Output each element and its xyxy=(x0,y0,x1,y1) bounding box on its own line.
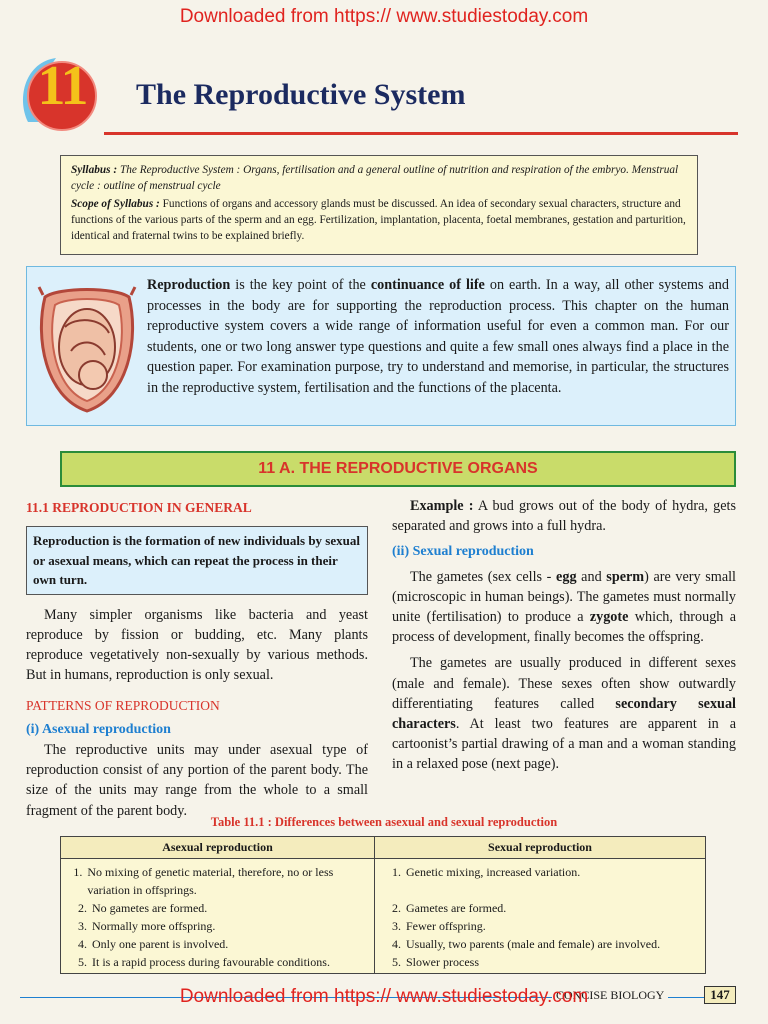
page-title: The Reproductive System xyxy=(136,78,466,111)
table-caption: Table 11.1 : Differences between asexual and sexual reproduction xyxy=(210,815,558,829)
column-header-sexual: Sexual reproduction xyxy=(375,837,706,859)
example-text: A bud grows out of the body of hydra, gets separated and grows into a full hydra. xyxy=(392,498,736,535)
row-number: 3. xyxy=(78,919,87,933)
sexes-text-b: . At least two features are apparent in a cartoonist’s partial drawing of a man and a woman standing in a relaxed pose (next page). xyxy=(392,716,736,773)
term-sperm: sperm xyxy=(606,568,645,585)
table-row xyxy=(61,935,706,953)
intro-box xyxy=(26,266,736,426)
gametes-and: and xyxy=(576,568,607,585)
heading-sexual: (ii) Sexual reproduction xyxy=(392,544,534,560)
table-cell-asexual xyxy=(61,917,375,935)
column-header-asexual: Asexual reproduction xyxy=(61,837,375,859)
intro-paragraph xyxy=(147,275,729,398)
table-cell-sexual xyxy=(375,953,706,974)
row-number: 4. xyxy=(78,937,87,951)
row-number: 5. xyxy=(78,955,87,969)
cell-text: No gametes are formed. xyxy=(92,901,208,915)
row-number: 5. xyxy=(392,955,401,969)
row-number: 1. xyxy=(392,865,401,879)
intro-text-1: is the key point of the xyxy=(230,277,371,293)
example-label: Example : xyxy=(410,498,474,514)
table-row xyxy=(61,953,706,974)
intro-text-2: on earth. In a way, all other systems and processes in the body are for supporting the reproduction process. This chapter on the human reproductive system covers a wide range of information useful for even a common man. For our students, one or two long answer type questions and quite a few small ones always find a place in the question paper. For examination purpose, try to understand and memorise, in particular, the structures in the reproductive system, fertilisation and the functions of the placenta. xyxy=(147,277,729,396)
scope-line xyxy=(71,196,687,244)
paragraph-asexual: The reproductive units may under asexual type of reproduction consist of any portion of the parent body. The size of the units may range from the whole to a small fragment of the parent body. xyxy=(26,741,368,819)
definition-box: Reproduction is the formation of new individuals by sexual or asexual means, which can repeat the process in their own turn. xyxy=(26,526,368,595)
syllabus-line xyxy=(71,162,687,194)
sexes-text-a: The gametes are usually produced in different sexes (male and female). These sexes often show outwardly differentiating features called xyxy=(392,655,736,712)
row-number: 2. xyxy=(392,901,401,915)
row-number: 3. xyxy=(392,919,401,933)
cell-text: It is a rapid process during favourable conditions. xyxy=(92,955,330,969)
row-number: 4. xyxy=(392,937,401,951)
cell-text: Genetic mixing, increased variation. xyxy=(406,865,581,879)
page-number: 147 xyxy=(704,986,736,1004)
table-row xyxy=(61,859,706,900)
cell-text: Normally more offspring. xyxy=(92,919,216,933)
title-underline xyxy=(104,132,738,135)
scope-text: Functions of organs and accessory glands must be discussed. An idea of secondary sexual characters, structure and functions of the various parts of the sperm and an egg. Fertilization, implantation, placenta, foetal membranes, gestation and parturition, identical and fraternal twins to be explained briefly. xyxy=(71,198,686,242)
intro-lead: Reproduction xyxy=(147,277,231,293)
cell-text: Gametes are formed. xyxy=(406,901,507,915)
table-cell-sexual xyxy=(375,935,706,953)
table-cell-asexual xyxy=(61,935,375,953)
section-heading: 11 A. THE REPRODUCTIVE ORGANS xyxy=(60,451,736,487)
syllabus-label: Syllabus : xyxy=(71,164,118,176)
syllabus-text: The Reproductive System : Organs, fertilisation and a general outline of nutrition and respiration of the embryo. Menstrual cycle : outline of menstrual cycle xyxy=(71,164,679,192)
paragraph-simpler-organisms: Many simpler organisms like bacteria and yeast reproduce by fission or budding, etc. Many plants reproduce vegetatively non-sexually by various methods. But in humans, reproduction is only sexual. xyxy=(26,606,368,684)
table-cell-asexual xyxy=(61,953,375,974)
gametes-text-a: The gametes (sex cells - xyxy=(410,568,557,585)
table-row xyxy=(61,917,706,935)
intro-bold-continuance: continuance of life xyxy=(370,277,485,293)
cell-text: Slower process xyxy=(406,955,479,969)
heading-asexual: (i) Asexual reproduction xyxy=(26,721,171,737)
cell-text: Fewer offspring. xyxy=(406,919,486,933)
paragraph-example xyxy=(392,496,736,536)
right-column xyxy=(392,496,736,775)
scope-label: Scope of Syllabus : xyxy=(71,198,160,210)
term-zygote: zygote xyxy=(589,609,629,626)
term-secondary-sexual-characters: secondary sexual characters xyxy=(392,695,736,733)
row-number: 2. xyxy=(78,901,87,915)
table-cell-sexual xyxy=(375,859,706,900)
paragraph-sexes xyxy=(392,653,736,774)
cell-text: No mixing of genetic material, therefore, no or less variation in offsprings. xyxy=(87,865,334,897)
paragraph-gametes xyxy=(392,567,736,648)
cell-text: Usually, two parents (male and female) are involved. xyxy=(406,937,661,951)
left-column xyxy=(26,498,368,821)
heading-reproduction-in-general: 11.1 REPRODUCTION IN GENERAL xyxy=(26,500,252,515)
row-number: 1. xyxy=(73,865,83,879)
table-cell-asexual xyxy=(61,859,375,900)
gametes-text-b: ) are very small (microscopic in human beings). The gametes must normally unite (fertilisation) to produce a xyxy=(392,568,736,626)
watermark-bottom: Downloaded from https:// www.studiestoday.com xyxy=(179,986,589,1007)
cell-text: Only one parent is involved. xyxy=(92,937,229,951)
table-row xyxy=(61,899,706,917)
table-cell-sexual xyxy=(375,899,706,917)
watermark-top: Downloaded from https:// www.studiestoday.com xyxy=(179,6,589,27)
table-cell-asexual xyxy=(61,899,375,917)
chapter-number: 11 xyxy=(37,55,87,117)
footer-brand: CONCISE BIOLOGY xyxy=(552,988,668,1003)
syllabus-box xyxy=(60,155,698,255)
gametes-text-c: which, through a process of development, finally becomes the offspring. xyxy=(392,609,737,646)
table-cell-sexual xyxy=(375,917,706,935)
table-header-row xyxy=(61,837,706,859)
comparison-table xyxy=(60,836,706,974)
fetus-in-uterus-illustration xyxy=(35,277,139,417)
term-egg: egg xyxy=(556,568,577,585)
heading-patterns: PATTERNS OF REPRODUCTION xyxy=(26,697,220,713)
